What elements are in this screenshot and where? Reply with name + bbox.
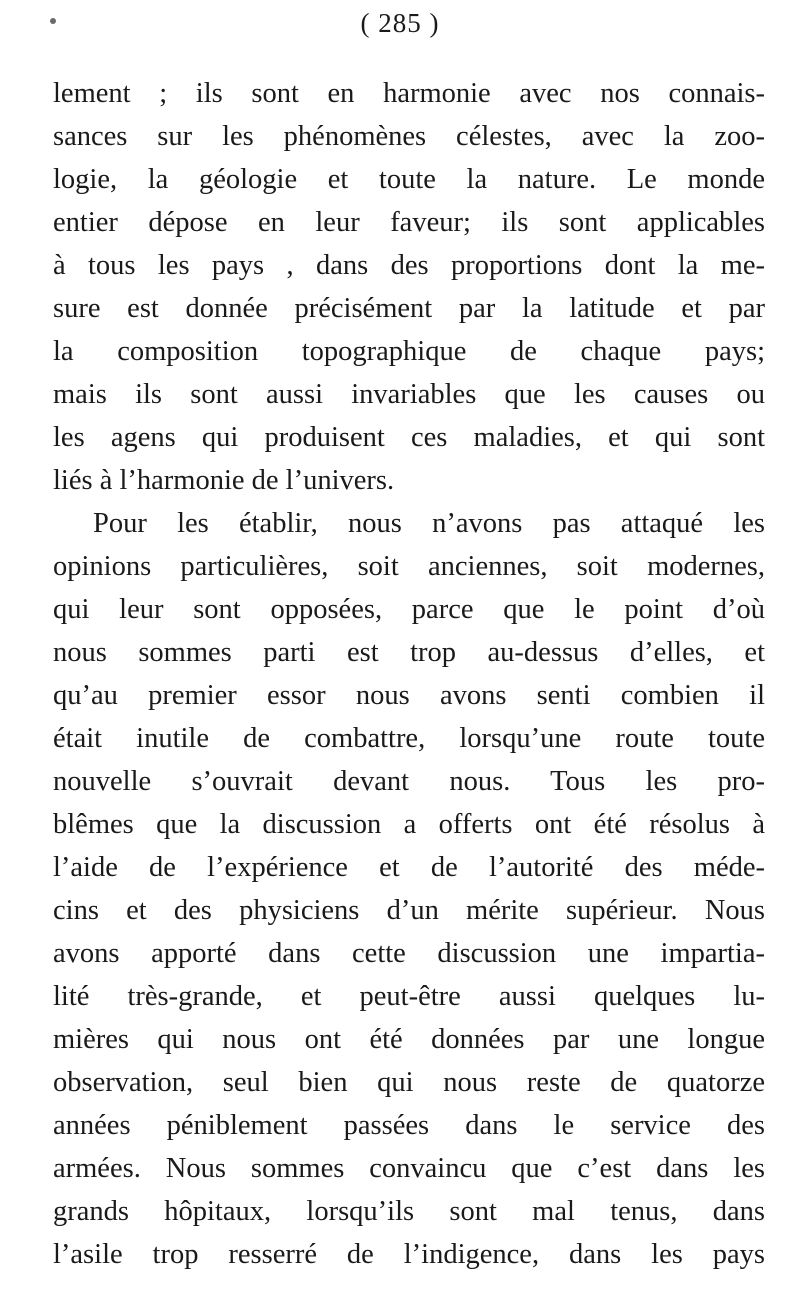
text-line: lité très-grande, et peut-être aussi quelques lu-: [53, 981, 765, 1012]
text-line: années péniblement passées dans le service des: [53, 1110, 765, 1141]
text-line: entier dépose en leur faveur; ils sont applicables: [53, 207, 765, 238]
text-line: la composition topographique de chaque pays;: [53, 336, 765, 367]
text-line: nouvelle s’ouvrait devant nous. Tous les pro-: [53, 766, 765, 797]
text-line: lement ; ils sont en harmonie avec nos connais-: [53, 78, 765, 109]
paragraph-end-line: liés à l’harmonie de l’univers.: [53, 465, 395, 496]
paragraph-start-line: Pour les établir, nous n’avons pas attaqué les: [93, 508, 765, 539]
text-line: mières qui nous ont été données par une longue: [53, 1024, 765, 1055]
text-line: opinions particulières, soit anciennes, soit modernes,: [53, 551, 765, 582]
text-line: sure est donnée précisément par la latitude et par: [53, 293, 765, 324]
page-number: ( 285 ): [360, 8, 440, 38]
text-line: nous sommes parti est trop au-dessus d’elles, et: [53, 637, 765, 668]
text-line: cins et des physiciens d’un mérite supérieur. Nous: [53, 895, 765, 926]
text-line: à tous les pays , dans des proportions dont la me-: [53, 250, 765, 281]
text-line: était inutile de combattre, lorsqu’une route toute: [53, 723, 765, 754]
text-line: observation, seul bien qui nous reste de quatorze: [53, 1067, 765, 1098]
text-line: avons apporté dans cette discussion une impartia-: [53, 938, 765, 969]
text-line: qu’au premier essor nous avons senti combien il: [53, 680, 765, 711]
text-line: grands hôpitaux, lorsqu’ils sont mal tenus, dans: [53, 1196, 765, 1227]
text-line: blêmes que la discussion a offerts ont été résolus à: [53, 809, 765, 840]
text-line: sances sur les phénomènes célestes, avec la zoo-: [53, 121, 765, 152]
text-line: armées. Nous sommes convaincu que c’est dans les: [53, 1153, 765, 1184]
body-text: [53, 72, 765, 1276]
text-line: l’asile trop resserré de l’indigence, dans les pays: [53, 1239, 765, 1270]
text-line: les agens qui produisent ces maladies, et qui sont: [53, 422, 765, 453]
text-line: qui leur sont opposées, parce que le point d’où: [53, 594, 765, 625]
text-line: l’aide de l’expérience et de l’autorité des méde-: [53, 852, 765, 883]
text-line: mais ils sont aussi invariables que les causes ou: [53, 379, 765, 410]
text-line: logie, la géologie et toute la nature. Le monde: [53, 164, 765, 195]
